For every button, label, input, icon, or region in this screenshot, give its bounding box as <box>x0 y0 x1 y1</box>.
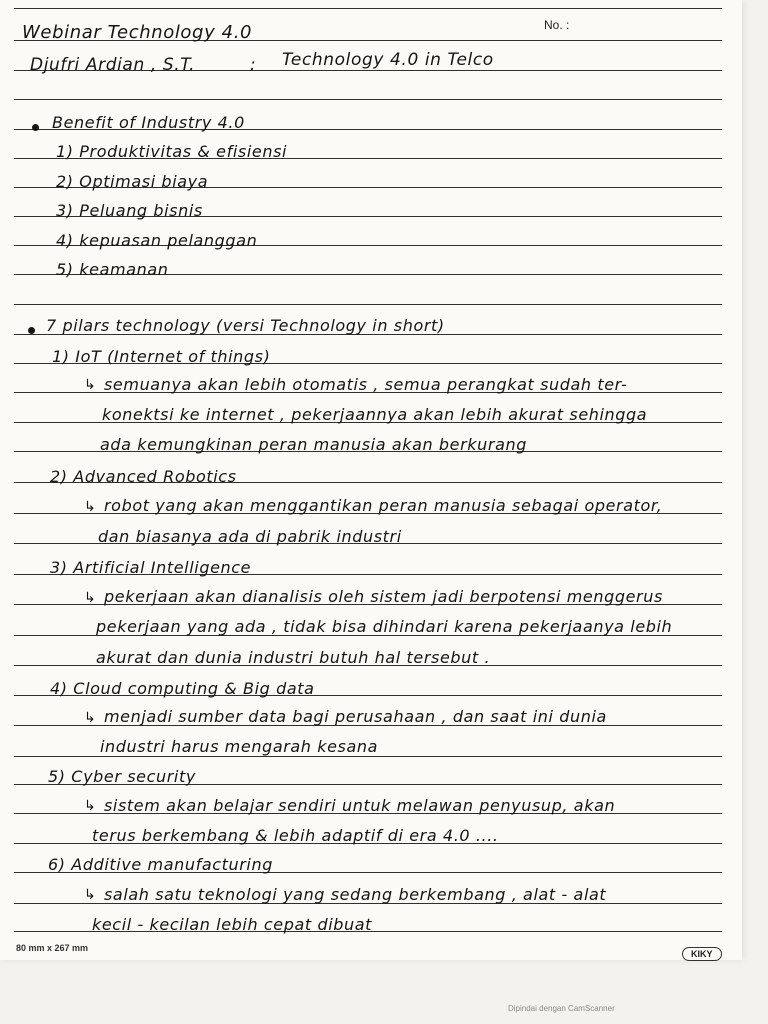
pillar-title: 6) Additive manufacturing <box>48 855 273 874</box>
bullet-dot <box>32 124 39 131</box>
brand-logo: KIKY <box>682 947 722 961</box>
arrow-icon: ↳ <box>84 798 97 814</box>
arrow-icon: ↳ <box>84 377 97 393</box>
benefit-item: 3) Peluang bisnis <box>56 201 203 220</box>
pillar-note: kecil - kecilan lebih cepat dibuat <box>92 915 373 934</box>
arrow-icon: ↳ <box>84 590 97 606</box>
webinar-topic: Technology 4.0 in Telco <box>282 50 494 70</box>
pillar-note: sistem akan belajar sendiri untuk melawan penyusup, akan <box>104 796 616 815</box>
pillar-note: industri harus mengarah kesana <box>100 737 379 756</box>
arrow-icon: ↳ <box>84 887 97 903</box>
pillar-note: ada kemungkinan peran manusia akan berkurang <box>100 435 527 454</box>
pillar-note: terus berkembang & lebih adaptif di era 4.0 .... <box>92 826 499 845</box>
benefit-item: 4) kepuasan pelanggan <box>56 231 258 250</box>
pillar-note: pekerjaan yang ada , tidak bisa dihindari karena pekerjaanya lebih <box>96 617 673 636</box>
paper-size-label: 80 mm x 267 mm <box>16 943 89 953</box>
pillar-note: menjadi sumber data bagi perusahaan , dan saat ini dunia <box>104 707 607 726</box>
pillar-note: pekerjaan akan dianalisis oleh sistem jadi berpotensi menggerus <box>104 587 663 606</box>
page-title: Webinar Technology 4.0 <box>22 22 253 43</box>
pillar-title: 3) Artificial Intelligence <box>50 558 252 577</box>
ruled-line <box>14 304 722 305</box>
benefit-item: 2) Optimasi biaya <box>56 172 209 191</box>
arrow-icon: ↳ <box>84 499 97 515</box>
pillar-title: 5) Cyber security <box>48 767 196 786</box>
pillar-note: konektsi ke internet , pekerjaannya akan lebih akurat sehingga <box>102 405 648 424</box>
benefit-item: 1) Produktivitas & efisiensi <box>56 142 288 161</box>
pillars-heading: 7 pilars technology (versi Technology in short) <box>46 316 445 335</box>
ruled-line <box>14 8 722 9</box>
pillar-note: semuanya akan lebih otomatis , semua perangkat sudah ter- <box>104 375 628 394</box>
pillar-note: akurat dan dunia industri butuh hal tersebut . <box>96 648 491 667</box>
pillar-note: dan biasanya ada di pabrik industri <box>98 527 402 546</box>
page-number-label: No. : <box>544 18 570 32</box>
pillar-title: 4) Cloud computing & Big data <box>50 679 315 698</box>
speaker-colon: : <box>250 55 257 75</box>
pillar-note: salah satu teknologi yang sedang berkembang , alat - alat <box>104 885 607 904</box>
ruled-line <box>14 99 722 100</box>
scanner-watermark: Dipindai dengan CamScanner <box>508 1004 615 1013</box>
pillar-note: robot yang akan menggantikan peran manusia sebagai operator, <box>104 496 663 515</box>
bullet-dot <box>28 327 35 334</box>
pillar-title: 1) IoT (Internet of things) <box>52 347 271 366</box>
benefits-heading: Benefit of Industry 4.0 <box>52 113 245 132</box>
arrow-icon: ↳ <box>84 710 97 726</box>
pillar-title: 2) Advanced Robotics <box>50 467 237 486</box>
ruled-line <box>14 756 722 757</box>
benefit-item: 5) keamanan <box>56 260 169 279</box>
speaker-name: Djufri Ardian , S.T. <box>30 55 196 75</box>
